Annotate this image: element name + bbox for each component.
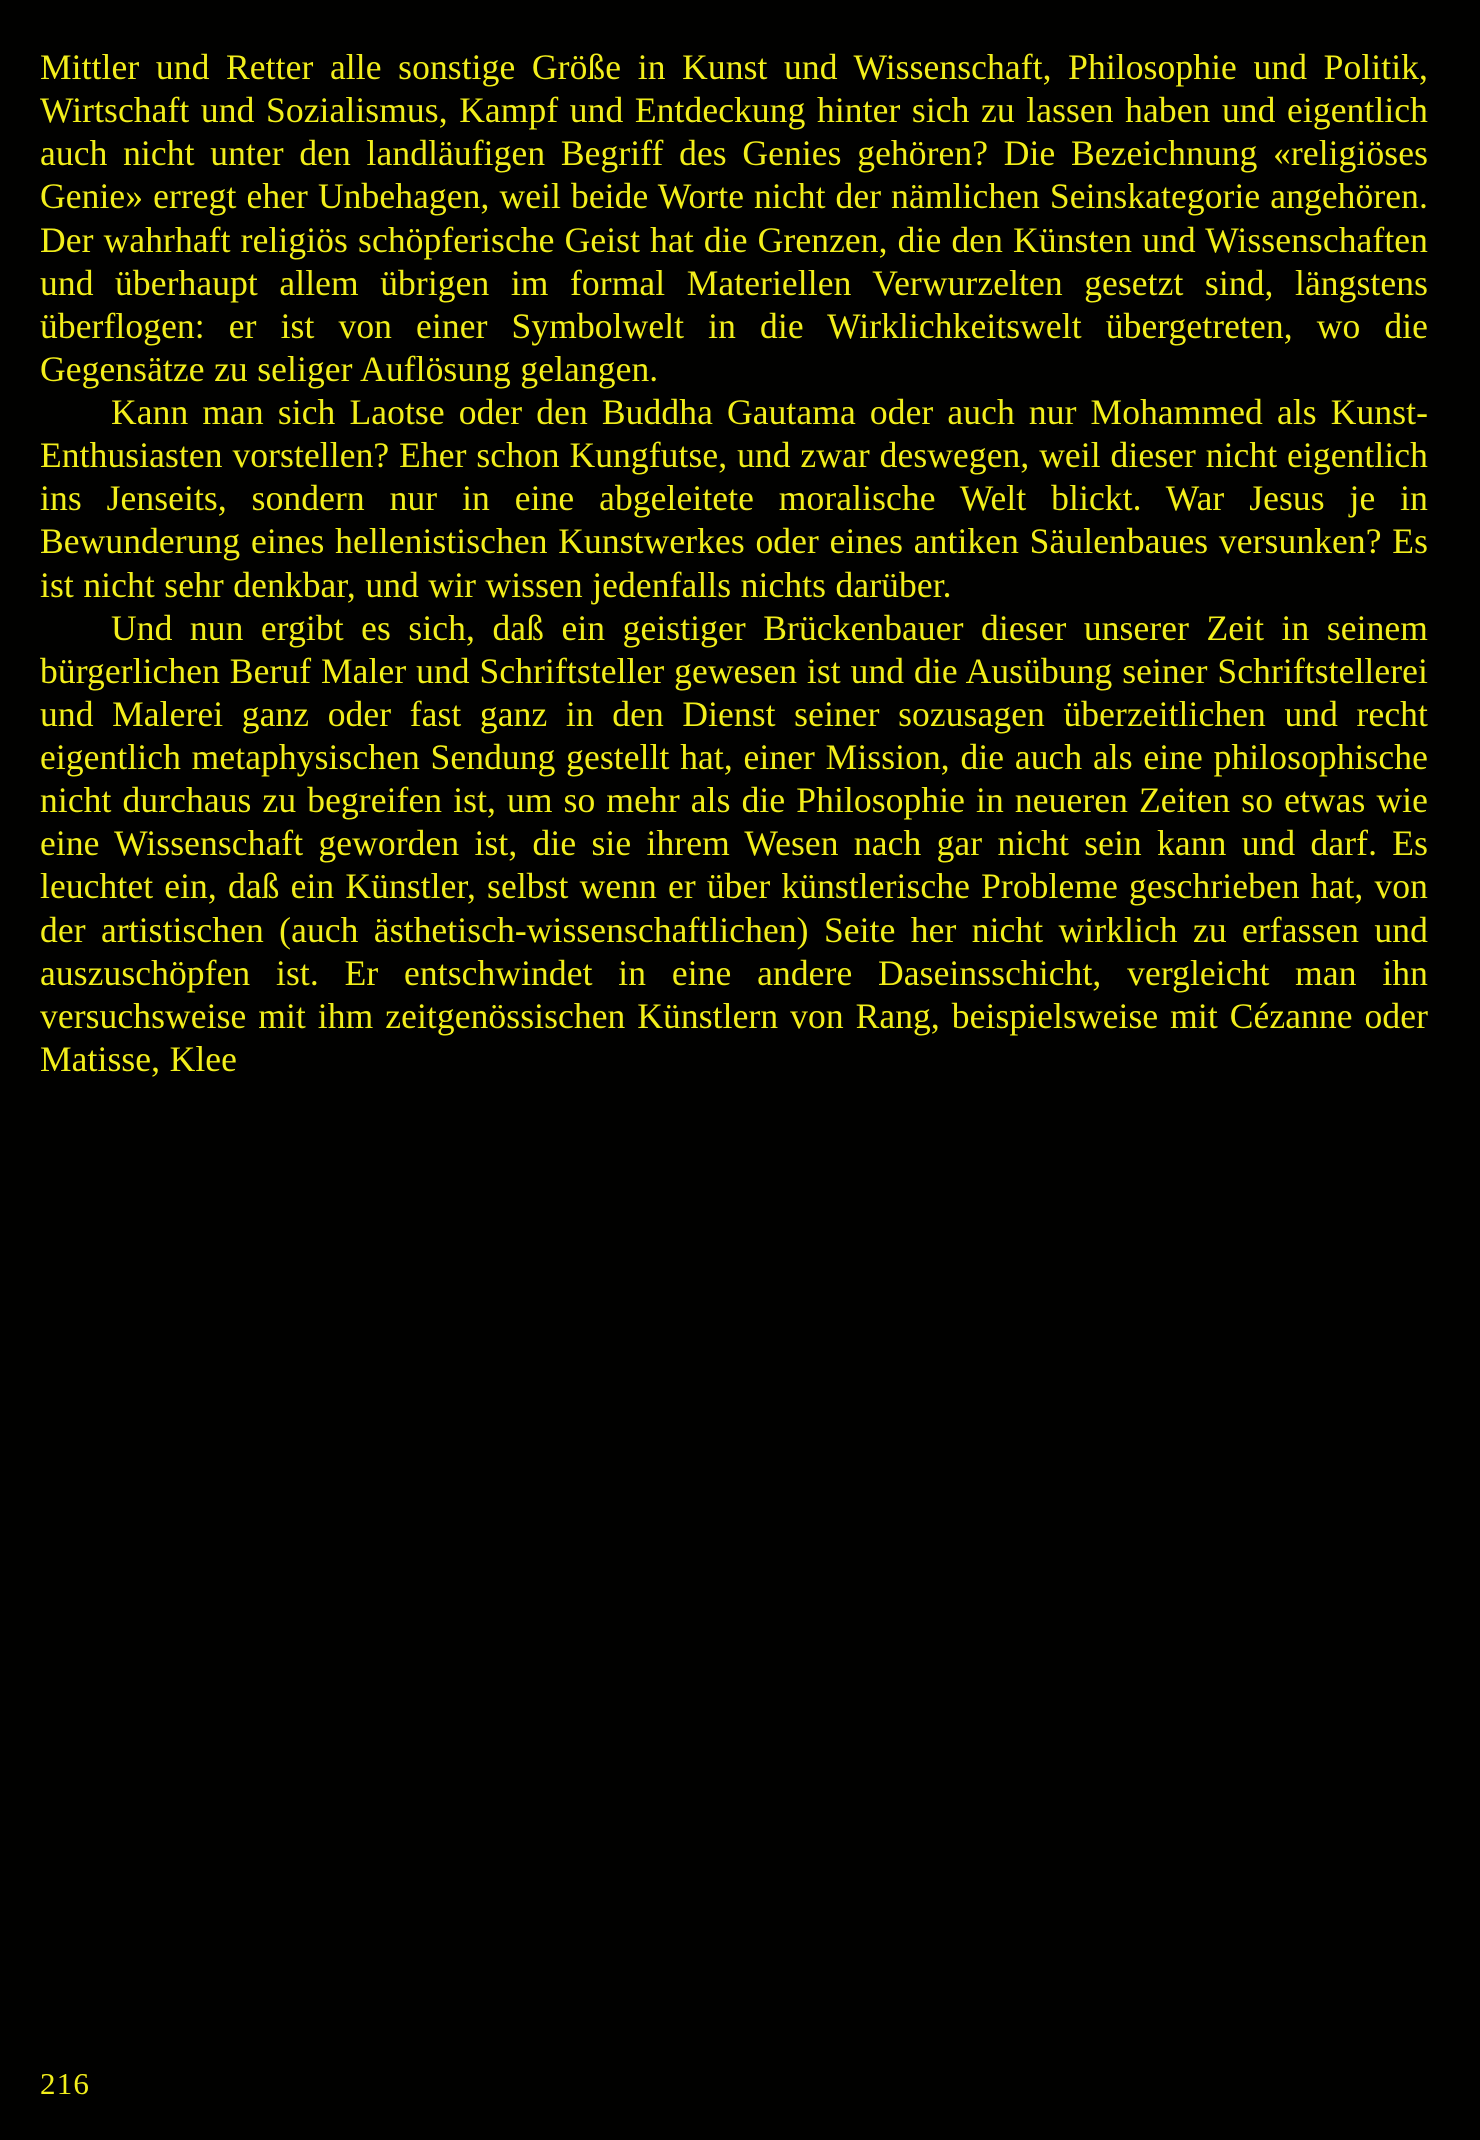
page-text-block: [40, 46, 1428, 1081]
page-number: 216: [40, 2066, 91, 2101]
paragraph: Und nun ergibt es sich, daß ein geistiger Brückenbauer dieser unserer Zeit in seinem bürgerlichen Beruf Maler und Schriftsteller gewesen ist und die Ausübung seiner Schriftstellerei und Malerei ganz oder fast ganz in den Dienst seiner sozusagen überzeitlichen und recht eigentlich metaphysischen Sendung gestellt hat, einer Mission, die auch als eine philosophische nicht durchaus zu begreifen ist, um so mehr als die Philosophie in neueren Zeiten so etwas wie eine Wissenschaft geworden ist, die sie ihrem Wesen nach gar nicht sein kann und darf. Es leuchtet ein, daß ein Künstler, selbst wenn er über künstlerische Probleme geschrieben hat, von der artistischen (auch ästhetisch-wissenschaftlichen) Seite her nicht wirklich zu erfassen und auszuschöpfen ist. Er entschwindet in eine andere Daseinsschicht, vergleicht man ihn versuchsweise mit ihm zeitgenössischen Künstlern von Rang, beispielsweise mit Cézanne oder Matisse, Klee: [40, 607, 1428, 1079]
paragraph: Mittler und Retter alle sonstige Größe in Kunst und Wissenschaft, Philosophie und Politik, Wirtschaft und Sozialismus, Kampf und Entdeckung hinter sich zu lassen haben und eigentlich auch nicht unter den landläufigen Begriff des Genies gehören? Die Bezeichnung «religiöses Genie» erregt eher Unbehagen, weil beide Worte nicht der nämlichen Seinskategorie angehören. Der wahrhaft religiös schöpferische Geist hat die Grenzen, die den Künsten und Wissenschaften und überhaupt allem übrigen im formal Materiellen Verwurzelten gesetzt sind, längstens überflogen: er ist von einer Symbolwelt in die Wirklichkeitswelt übergetreten, wo die Gegensätze zu seliger Auflösung gelangen.: [40, 47, 1428, 389]
paragraph: Kann man sich Laotse oder den Buddha Gautama oder auch nur Mohammed als Kunst-Enthusiasten vorstellen? Eher schon Kungfutse, und zwar deswegen, weil dieser nicht eigentlich ins Jenseits, sondern nur in eine abgeleitete moralische Welt blickt. War Jesus je in Bewunderung eines hellenistischen Kunstwerkes oder eines antiken Säulenbaues versunken? Es ist nicht sehr denkbar, und wir wissen jedenfalls nichts darüber.: [40, 392, 1428, 605]
